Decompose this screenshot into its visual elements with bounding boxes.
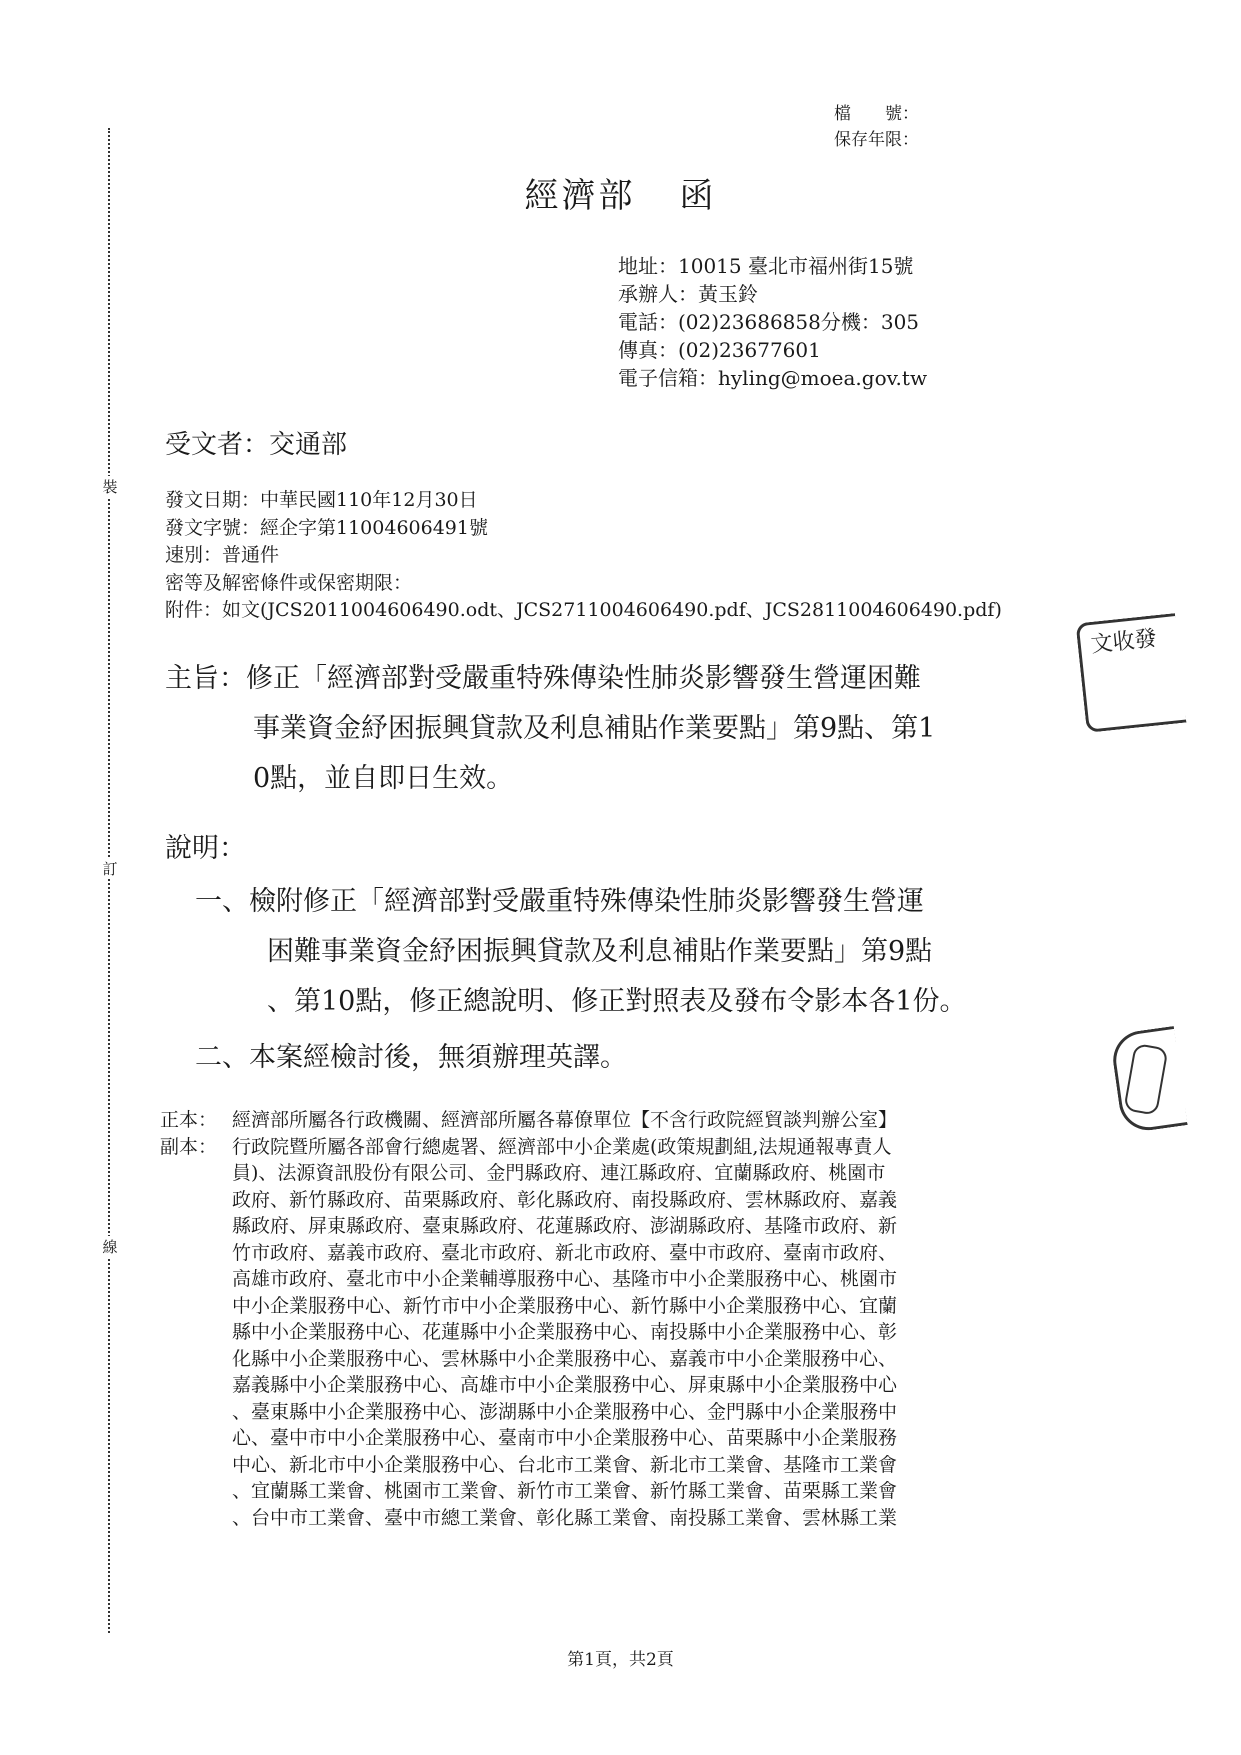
cc-label: 副本： xyxy=(160,1135,218,1158)
subject-line: 事業資金紓困振興貸款及利息補貼作業要點」第9點、第1 xyxy=(253,713,936,744)
dispatch-number: 發文字號：經企字第11004606491號 xyxy=(165,516,488,539)
subject-section xyxy=(165,654,1065,804)
explanation-item-2: 二、本案經檢討後，無須辦理英譯。 xyxy=(195,1042,627,1073)
delivery-speed: 速別：普通件 xyxy=(165,544,280,566)
binding-label-zhuang: 裝 xyxy=(100,476,120,497)
issuing-org: 經濟部 xyxy=(524,176,636,216)
explanation-items xyxy=(195,877,1075,1083)
contact-block xyxy=(618,252,927,392)
cc-row xyxy=(160,1134,1090,1532)
received-stamp-text: 文收發 xyxy=(1089,626,1158,658)
document-type: 函 xyxy=(679,176,717,216)
attachments: 附件：如文(JCS2011004606490.odt、JCS2711004606490.pdf、JCS2811004606490.pdf) xyxy=(165,599,1002,621)
cc-line: 行政院暨所屬各部會行總處署、經濟部中小企業處(政策規劃組,法規通報專責人 xyxy=(232,1135,892,1158)
cc-line: 員)、法源資訊股份有限公司、金門縣政府、連江縣政府、宜蘭縣政府、桃園市 xyxy=(232,1162,886,1184)
received-stamp xyxy=(1076,613,1187,733)
cc-line: 化縣中小企業服務中心、雲林縣中小企業服務中心、嘉義市中小企業服務中心、 xyxy=(232,1347,898,1370)
cc-line: 高雄市政府、臺北市中小企業輔導服務中心、基隆市中小企業服務中心、桃園市 xyxy=(232,1268,898,1290)
file-number-label: 檔 號： xyxy=(834,104,919,124)
cc-line: 縣中小企業服務中心、花蓮縣中小企業服務中心、南投縣中小企業服務中心、彰 xyxy=(232,1321,898,1343)
cc-line: 、台中市工業會、臺中市總工業會、彰化縣工業會、南投縣工業會、雲林縣工業 xyxy=(232,1506,898,1529)
cc-line: 竹市政府、嘉義市政府、臺北市政府、新北市政府、臺中市政府、臺南市政府、 xyxy=(232,1241,898,1264)
main-copy-row xyxy=(160,1107,1090,1134)
binding-label-xian: 線 xyxy=(100,1236,120,1257)
contact-handler: 承辦人：黃玉鈴 xyxy=(618,282,758,306)
subject-line: 主旨：修正「經濟部對受嚴重特殊傳染性肺炎影響發生營運困難 xyxy=(165,663,921,694)
explanation-heading: 說明： xyxy=(165,833,246,864)
cc-line: 嘉義縣中小企業服務中心、高雄市中小企業服務中心、屏東縣中小企業服務中心 xyxy=(232,1374,898,1396)
cc-line: 縣政府、屏東縣政府、臺東縣政府、花蓮縣政府、澎湖縣政府、基隆市政府、新 xyxy=(232,1215,898,1237)
seal-stamp xyxy=(1109,1026,1187,1134)
cc-line: 、宜蘭縣工業會、桃園市工業會、新竹市工業會、新竹縣工業會、苗栗縣工業會 xyxy=(232,1480,898,1502)
dispatch-details xyxy=(165,487,1002,625)
cc-line: 中心、新北市中小企業服務中心、台北市工業會、新北市工業會、基隆市工業會 xyxy=(232,1453,898,1476)
distribution-list xyxy=(160,1107,1090,1531)
explanation-item-1-line: 、第10點，修正總說明、修正對照表及發布令影本各1份。 xyxy=(267,986,967,1017)
cc-line: 心、臺中市中小企業服務中心、臺南市中小企業服務中心、苗栗縣中小企業服務 xyxy=(232,1427,898,1449)
retention-period-label: 保存年限： xyxy=(834,130,919,150)
binding-label-ding: 訂 xyxy=(100,858,120,879)
secrecy-level: 密等及解密條件或保密期限： xyxy=(165,571,413,594)
cc-line: 中小企業服務中心、新竹市中小企業服務中心、新竹縣中小企業服務中心、宜蘭 xyxy=(232,1294,898,1317)
contact-address: 地址：10015 臺北市福州街15號 xyxy=(618,254,914,278)
page-number: 第1頁，共2頁 xyxy=(567,1650,674,1670)
contact-fax: 傳真：(02)23677601 xyxy=(618,338,821,362)
contact-phone: 電話：(02)23686858分機：305 xyxy=(618,310,920,334)
main-copy-recipients: 經濟部所屬各行政機關、經濟部所屬各幕僚單位【不含行政院經貿談判辦公室】 xyxy=(232,1109,898,1131)
main-copy-label: 正本： xyxy=(160,1109,218,1131)
subject-line: 0點，並自即日生效。 xyxy=(253,763,514,794)
dispatch-date: 發文日期：中華民國110年12月30日 xyxy=(165,489,478,511)
binding-line xyxy=(108,128,110,1633)
explanation-item-1-line: 困難事業資金紓困振興貸款及利息補貼作業要點」第9點 xyxy=(267,936,933,967)
explanation-item-1-line: 一、檢附修正「經濟部對受嚴重特殊傳染性肺炎影響發生營運 xyxy=(195,886,924,917)
cc-line: 、臺東縣中小企業服務中心、澎湖縣中小企業服務中心、金門縣中小企業服務中 xyxy=(232,1400,898,1423)
cc-line: 政府、新竹縣政府、苗栗縣政府、彰化縣政府、南投縣政府、雲林縣政府、嘉義 xyxy=(232,1188,898,1211)
contact-email: 電子信箱：hyling@moea.gov.tw xyxy=(618,366,928,390)
recipient: 受文者：交通部 xyxy=(165,430,348,460)
document-title xyxy=(0,168,1241,217)
archive-info xyxy=(834,101,919,153)
cc-recipients xyxy=(232,1134,1090,1532)
